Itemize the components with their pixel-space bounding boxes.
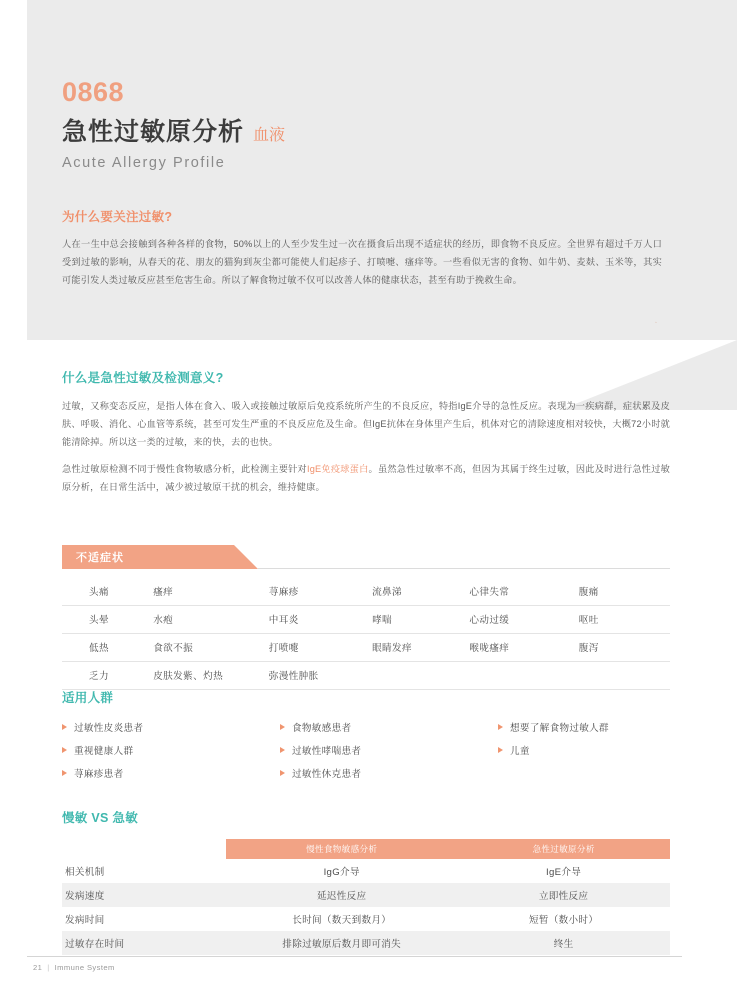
symptom-cell	[372, 662, 469, 690]
list-item-empty	[498, 766, 670, 780]
list-item	[62, 720, 280, 734]
triangle-bullet-icon	[280, 747, 285, 753]
table-row	[62, 606, 670, 634]
decorative-mark: ◦	[655, 320, 657, 326]
footer-section-name: Immune System	[54, 963, 115, 972]
triangle-bullet-icon	[62, 747, 67, 753]
section-what-paragraph-1: 过敏，又称变态反应，是指人体在食入、吸入或接触过敏原后免疫系统所产生的不良反应，特指IgE介导的急性反应。表现为一疾病群，症状累及皮肤、呼吸、消化、心血管等系统，甚至可发生严重的不良反应危及生命。但IgE抗体在身体里产生后，机体对它的清除速度相对较快，大概72小时就能清除掉。所以这一类的过敏，来的快，去的也快。	[62, 401, 670, 447]
group-label: 想要了解食物过敏人群	[510, 723, 609, 734]
symptom-cell: 皮肤发紫、灼热	[153, 662, 269, 690]
symptom-cell: 打喷嚏	[269, 634, 372, 662]
cell-acute: 终生	[457, 931, 670, 955]
section-what-paragraph-2	[62, 461, 670, 497]
cell-acute: IgE介导	[457, 859, 670, 883]
symptom-cell: 流鼻涕	[372, 578, 469, 606]
section-what-heading: 什么是急性过敏及检测意义?	[62, 371, 224, 385]
comparison-heading-pre: 慢敏	[62, 811, 92, 825]
section-comparison	[62, 808, 670, 955]
group-label: 过敏性皮炎患者	[74, 723, 144, 734]
groups-heading: 适用人群	[62, 691, 114, 705]
symptom-cell	[579, 662, 670, 690]
cell-chronic: 长时间（数天到数月）	[226, 907, 457, 931]
paragraph-2-pre: 急性过敏原检测不同于慢性食物敏感分析，此检测主要针对	[62, 463, 307, 474]
triangle-bullet-icon	[498, 724, 503, 730]
symptom-cell: 心律失常	[469, 578, 578, 606]
symptom-cell: 荨麻疹	[269, 578, 372, 606]
footer-text	[27, 963, 682, 972]
symptom-cell	[469, 662, 578, 690]
groups-grid	[62, 720, 670, 780]
row-label: 发病速度	[62, 883, 226, 907]
group-label: 过敏性哮喘患者	[292, 746, 362, 757]
symptom-cell: 头痛	[62, 578, 153, 606]
symptom-cell: 低热	[62, 634, 153, 662]
group-label: 过敏性休克患者	[292, 769, 362, 780]
list-item	[280, 720, 498, 734]
section-why-heading: 为什么要关注过敏?	[62, 210, 173, 224]
table-row	[62, 883, 670, 907]
symptom-cell: 食欲不振	[153, 634, 269, 662]
triangle-bullet-icon	[280, 724, 285, 730]
triangle-bullet-icon	[62, 724, 67, 730]
row-label: 过敏存在时间	[62, 931, 226, 955]
column-header-blank	[62, 839, 226, 859]
page-footer	[27, 956, 682, 972]
page-title-english: Acute Allergy Profile	[62, 154, 226, 171]
symptom-cell: 腹痛	[579, 578, 670, 606]
comparison-heading-vs: VS	[91, 811, 109, 825]
footer-divider	[27, 956, 682, 957]
list-item	[280, 743, 498, 757]
footer-separator: |	[47, 963, 50, 972]
comparison-table	[62, 839, 670, 955]
symptom-cell: 中耳炎	[269, 606, 372, 634]
page-title-specimen: 血液	[253, 126, 286, 144]
cell-chronic: 延迟性反应	[226, 883, 457, 907]
column-header-chronic: 慢性食物敏感分析	[226, 839, 457, 859]
paragraph-2-post: 。虽然急性过敏率不高，但因为其属于终生过敏，因此及时进行急性过敏原分析，在日常生活中，减少被过敏原干扰的机会，维持健康。	[62, 463, 671, 492]
symptom-cell: 瘙痒	[153, 578, 269, 606]
section-why-paragraph: 人在一生中总会接触到各种各样的食物，50%以上的人至少发生过一次在摄食后出现不适症状的经历，即食物不良反应。全世界有超过千万人口受到过敏的影响，从春天的花、朋友的猫狗到灰尘都可能使人们起疹子、打喷嚏、瘙痒等。一些看似无害的食物、如牛奶、麦麸、玉米等，其实可能引发人类过敏反应甚至危害生命。所以了解食物过敏不仅可以改善人体的健康状态，甚至有助于挽救生命。	[62, 239, 662, 285]
section-what-is	[62, 368, 670, 506]
cell-acute: 短暂（数小时）	[457, 907, 670, 931]
list-item	[62, 743, 280, 757]
symptom-cell: 心动过缓	[469, 606, 578, 634]
row-label: 相关机制	[62, 859, 226, 883]
symptom-cell: 腹泻	[579, 634, 670, 662]
column-header-acute: 急性过敏原分析	[457, 839, 670, 859]
comparison-heading-post: 急敏	[108, 811, 139, 825]
group-label: 重视健康人群	[74, 746, 134, 757]
group-label: 荨麻疹患者	[74, 769, 124, 780]
page-number: 21	[33, 963, 43, 972]
symptom-cell: 眼睛发痒	[372, 634, 469, 662]
section-symptoms	[62, 545, 670, 690]
document-code: 0868	[62, 77, 125, 107]
group-label: 儿童	[510, 746, 530, 757]
list-item	[498, 720, 670, 734]
table-row	[62, 662, 670, 690]
table-row	[62, 931, 670, 955]
cell-acute: 立即性反应	[457, 883, 670, 907]
symptom-cell: 喉咙瘙痒	[469, 634, 578, 662]
symptom-cell: 头晕	[62, 606, 153, 634]
section-why-allergy	[62, 207, 662, 290]
symptom-cell: 水疱	[153, 606, 269, 634]
cell-chronic: IgG介导	[226, 859, 457, 883]
symptom-cell: 弥漫性肿胀	[269, 662, 372, 690]
symptoms-ribbon-label: 不适症状	[62, 545, 234, 569]
table-row	[62, 859, 670, 883]
paragraph-2-highlight: IgE免疫球蛋白	[306, 463, 369, 474]
triangle-bullet-icon	[280, 770, 285, 776]
table-row	[62, 907, 670, 931]
comparison-heading	[62, 808, 670, 826]
list-item	[498, 743, 670, 757]
table-header-row	[62, 839, 670, 859]
document-header	[62, 78, 682, 171]
triangle-bullet-icon	[498, 747, 503, 753]
table-row	[62, 578, 670, 606]
symptoms-table	[62, 578, 670, 690]
list-item	[280, 766, 498, 780]
symptom-cell: 乏力	[62, 662, 153, 690]
table-row	[62, 634, 670, 662]
symptoms-ribbon-rule	[258, 568, 670, 569]
section-applicable-groups	[62, 688, 670, 780]
title-row	[62, 112, 682, 148]
page-title: 急性过敏原分析	[62, 117, 245, 146]
group-label: 食物敏感患者	[292, 723, 352, 734]
symptom-cell: 呕吐	[579, 606, 670, 634]
list-item	[62, 766, 280, 780]
row-label: 发病时间	[62, 907, 226, 931]
symptom-cell: 哮喘	[372, 606, 469, 634]
triangle-bullet-icon	[62, 770, 67, 776]
cell-chronic: 排除过敏原后数月即可消失	[226, 931, 457, 955]
